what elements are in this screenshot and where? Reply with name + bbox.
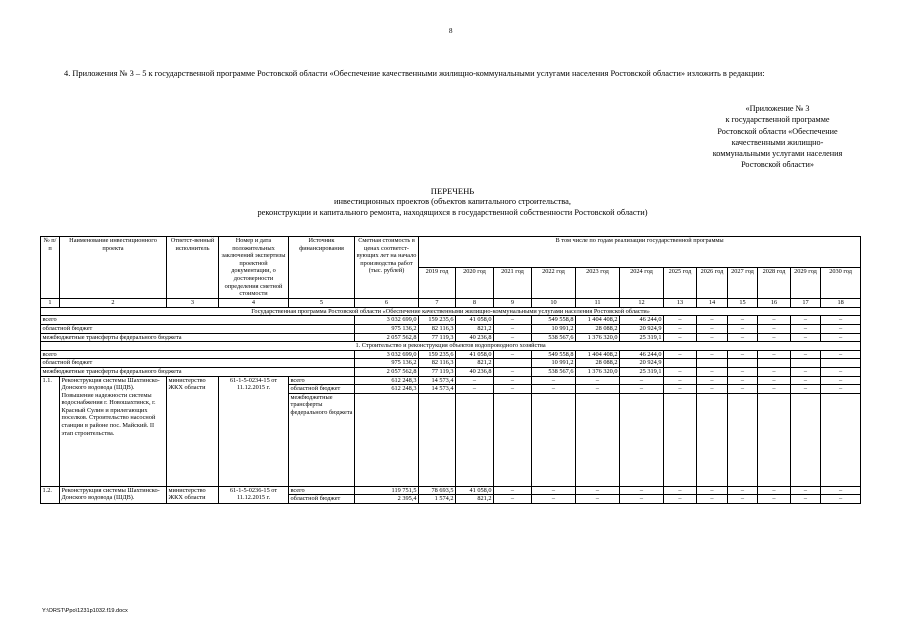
column-number: 9: [494, 298, 532, 307]
year-value-cell: –: [758, 350, 791, 359]
cost-cell: 3 032 699,0: [355, 350, 419, 359]
year-value-cell: –: [728, 350, 758, 359]
year-value-cell: 41 058,0: [456, 316, 494, 325]
year-value-cell: [576, 393, 620, 486]
year-value-cell: [620, 393, 664, 486]
appendix-line: «Приложение № 3: [745, 104, 810, 113]
header-expertise: Номер и дата положительных заключений экспертизы проектной документации, о достоверности определения сметной стоимости: [219, 237, 289, 299]
funding-source: всего: [289, 376, 355, 385]
year-value-cell: –: [697, 495, 728, 504]
summary-row: [41, 324, 861, 333]
year-value-cell: 40 236,8: [456, 367, 494, 376]
header-row: [41, 237, 861, 268]
program-title-row-text: Государственная программа Ростовской области «Обеспечение качественными жилищно-коммунальными услугами населения Ростовской области»: [41, 307, 861, 316]
year-value-cell: –: [494, 385, 532, 394]
header-cost: Сметная стоимость в ценах соответст-вующих лет на начало производства работ (тыс. рублей): [355, 237, 419, 299]
header-year: 2027 год: [728, 267, 758, 298]
year-value-cell: 10 991,2: [532, 359, 576, 368]
year-value-cell: –: [620, 385, 664, 394]
year-value-cell: 25 319,1: [620, 367, 664, 376]
project-name: Реконструкция системы Шахтинско-Донского водовода (ШДВ). Повышение надежности системы водоснабжения г. Новошахтинск, г. Красный Сулин и прилегающих поселков. Строительство насосной станции в районе пос. Майский. II этап строительства.: [60, 376, 167, 486]
year-value-cell: –: [821, 385, 861, 394]
year-value-cell: –: [728, 385, 758, 394]
year-value-cell: –: [664, 324, 697, 333]
year-value-cell: –: [728, 333, 758, 342]
year-value-cell: –: [494, 324, 532, 333]
column-number: 6: [355, 298, 419, 307]
column-number: 2: [60, 298, 167, 307]
year-value-cell: [728, 359, 758, 368]
year-value-cell: –: [697, 333, 728, 342]
year-value-cell: –: [791, 486, 821, 495]
year-value-cell: –: [821, 333, 861, 342]
cost-cell: 975 136,2: [355, 359, 419, 368]
year-value-cell: –: [728, 324, 758, 333]
intro-paragraph: 4. Приложения № 3 – 5 к государственной программе Ростовской области «Обеспечение качественными жилищно-коммунальными услугами населения Ростовской области» изложить в редакции:: [64, 69, 765, 78]
year-value-cell: –: [728, 486, 758, 495]
year-value-cell: –: [758, 385, 791, 394]
year-value-cell: [821, 393, 861, 486]
year-value-cell: [697, 359, 728, 368]
year-value-cell: –: [494, 333, 532, 342]
year-value-cell: –: [821, 495, 861, 504]
year-value-cell: 41 058,0: [456, 486, 494, 495]
appendix-line: коммунальными услугами населения: [712, 149, 843, 159]
year-value-cell: –: [758, 324, 791, 333]
summary-label: межбюджетные трансферты федерального бюджета: [41, 333, 355, 342]
summary-label: межбюджетные трансферты федерального бюджета: [41, 367, 355, 376]
year-value-cell: –: [697, 350, 728, 359]
year-value-cell: –: [664, 367, 697, 376]
year-value-cell: 25 319,1: [620, 333, 664, 342]
year-value-cell: 82 116,3: [419, 359, 456, 368]
header-year: 2029 год: [791, 267, 821, 298]
year-value-cell: 1 376 320,0: [576, 333, 620, 342]
header-year: 2022 год: [532, 267, 576, 298]
funding-source: областной бюджет: [289, 495, 355, 504]
year-value-cell: –: [664, 333, 697, 342]
funding-source: всего: [289, 486, 355, 495]
year-value-cell: –: [494, 316, 532, 325]
project-executor: министерство ЖКХ области: [167, 376, 219, 486]
year-value-cell: 46 244,0: [620, 350, 664, 359]
header-year: 2028 год: [758, 267, 791, 298]
year-value-cell: –: [494, 350, 532, 359]
year-value-cell: –: [494, 495, 532, 504]
year-value-cell: –: [697, 316, 728, 325]
year-value-cell: –: [532, 495, 576, 504]
year-value-cell: 14 573,4: [419, 376, 456, 385]
header-num: № п/п: [41, 237, 60, 299]
document-title: ПЕРЕЧЕНЬ: [430, 186, 475, 196]
summary-row: [41, 359, 861, 368]
year-value-cell: –: [791, 385, 821, 394]
year-value-cell: [532, 393, 576, 486]
year-value-cell: 78 693,5: [419, 486, 456, 495]
cost-cell: 2 057 562,8: [355, 333, 419, 342]
year-value-cell: –: [576, 486, 620, 495]
project-expertise: 61-1-5-0236-15 от 11.12.2015 г.: [219, 486, 289, 503]
year-value-cell: –: [697, 385, 728, 394]
column-number: 11: [576, 298, 620, 307]
project-number: 1.2.: [41, 486, 60, 503]
project-row: [41, 486, 861, 495]
section-title-row-text: 1. Строительство и реконструкция объектов водопроводного хозяйства: [41, 342, 861, 351]
year-value-cell: 77 119,3: [419, 367, 456, 376]
header-source: Источник финансирования: [289, 237, 355, 299]
year-value-cell: 77 119,3: [419, 333, 456, 342]
year-value-cell: –: [758, 376, 791, 385]
cost-cell: 3 032 699,0: [355, 316, 419, 325]
year-value-cell: –: [791, 324, 821, 333]
column-numbers-row: [41, 298, 861, 307]
funding-source: межбюджетные трансферты федерального бюджета: [289, 393, 355, 486]
appendix-line: к государственной программе: [725, 115, 830, 125]
year-value-cell: 82 116,3: [419, 324, 456, 333]
year-value-cell: –: [728, 316, 758, 325]
year-value-cell: –: [758, 367, 791, 376]
year-value-cell: –: [791, 367, 821, 376]
year-value-cell: 40 236,8: [456, 333, 494, 342]
project-executor: министерство ЖКХ области: [167, 486, 219, 503]
year-value-cell: 538 567,6: [532, 367, 576, 376]
column-number: 14: [697, 298, 728, 307]
column-number: 13: [664, 298, 697, 307]
year-value-cell: –: [728, 495, 758, 504]
column-number: 8: [456, 298, 494, 307]
footer-file-path: Y:\ORST\Ppo\1231p1032.f19.docx: [42, 608, 128, 614]
summary-label: всего: [41, 316, 355, 325]
year-value-cell: 1 574,2: [419, 495, 456, 504]
year-value-cell: 1 404 408,2: [576, 316, 620, 325]
header-name: Наименование инвестиционного проекта: [60, 237, 167, 299]
year-value-cell: –: [576, 376, 620, 385]
year-value-cell: –: [791, 495, 821, 504]
header-years-group: В том числе по годам реализации государственной программы: [419, 237, 861, 268]
year-value-cell: [697, 393, 728, 486]
year-value-cell: 20 924,9: [620, 359, 664, 368]
year-value-cell: –: [664, 495, 697, 504]
cost-cell: [355, 393, 419, 486]
document-subtitle: инвестиционных проектов (объектов капитального строительства,: [334, 197, 571, 206]
summary-row: [41, 367, 861, 376]
year-value-cell: –: [664, 385, 697, 394]
year-value-cell: –: [664, 350, 697, 359]
year-value-cell: –: [532, 385, 576, 394]
year-value-cell: –: [821, 367, 861, 376]
year-value-cell: [791, 359, 821, 368]
summary-label: всего: [41, 350, 355, 359]
year-value-cell: 821,2: [456, 495, 494, 504]
cost-cell: 119 751,5: [355, 486, 419, 495]
year-value-cell: –: [728, 376, 758, 385]
year-value-cell: 821,2: [456, 359, 494, 368]
year-value-cell: –: [456, 376, 494, 385]
appendix-line: Ростовской области «Обеспечение: [717, 126, 838, 136]
year-value-cell: –: [758, 495, 791, 504]
project-row: [41, 376, 861, 385]
year-value-cell: –: [494, 367, 532, 376]
header-year: 2021 год: [494, 267, 532, 298]
year-value-cell: 20 924,9: [620, 324, 664, 333]
column-number: 10: [532, 298, 576, 307]
funding-source: областной бюджет: [289, 385, 355, 394]
summary-row: [41, 316, 861, 325]
summary-label: областной бюджет: [41, 359, 355, 368]
year-value-cell: –: [821, 324, 861, 333]
year-value-cell: –: [664, 316, 697, 325]
year-value-cell: 549 558,8: [532, 350, 576, 359]
cost-cell: 2 395,4: [355, 495, 419, 504]
year-value-cell: –: [697, 376, 728, 385]
header-year: 2026 год: [697, 267, 728, 298]
column-number: 4: [219, 298, 289, 307]
section-title-row: [41, 342, 861, 351]
year-value-cell: –: [494, 486, 532, 495]
year-value-cell: –: [728, 367, 758, 376]
year-value-cell: [664, 393, 697, 486]
header-year: 2023 год: [576, 267, 620, 298]
column-number: 18: [821, 298, 861, 307]
header-year: 2024 год: [620, 267, 664, 298]
summary-row: [41, 333, 861, 342]
header-year: 2030 год: [821, 267, 861, 298]
year-value-cell: [494, 393, 532, 486]
year-value-cell: –: [697, 324, 728, 333]
year-value-cell: 159 235,6: [419, 316, 456, 325]
year-value-cell: [494, 359, 532, 368]
year-value-cell: 28 088,2: [576, 359, 620, 368]
year-value-cell: [791, 393, 821, 486]
year-value-cell: [728, 393, 758, 486]
year-value-cell: –: [697, 367, 728, 376]
column-number: 1: [41, 298, 60, 307]
year-value-cell: 10 991,2: [532, 324, 576, 333]
summary-row: [41, 350, 861, 359]
year-value-cell: [664, 359, 697, 368]
year-value-cell: 46 244,0: [620, 316, 664, 325]
year-value-cell: [758, 359, 791, 368]
year-value-cell: 159 235,6: [419, 350, 456, 359]
year-value-cell: –: [664, 486, 697, 495]
year-value-cell: 41 058,0: [456, 350, 494, 359]
appendix-caption: [680, 103, 875, 171]
year-value-cell: 14 573,4: [419, 385, 456, 394]
year-value-cell: –: [821, 350, 861, 359]
year-value-cell: –: [494, 376, 532, 385]
year-value-cell: –: [620, 486, 664, 495]
header-year: 2025 год: [664, 267, 697, 298]
year-value-cell: –: [532, 376, 576, 385]
cost-cell: 612 248,3: [355, 376, 419, 385]
year-value-cell: –: [532, 486, 576, 495]
year-value-cell: 1 404 408,2: [576, 350, 620, 359]
year-value-cell: –: [791, 316, 821, 325]
column-number: 12: [620, 298, 664, 307]
document-subtitle: реконструкции и капитального ремонта, находящихся в государственной собственности Ростовской области): [257, 208, 648, 217]
year-value-cell: –: [791, 350, 821, 359]
cost-cell: 975 136,2: [355, 324, 419, 333]
year-value-cell: –: [821, 376, 861, 385]
page-number: 8: [449, 27, 453, 35]
appendix-line: качественными жилищно-: [731, 137, 824, 147]
year-value-cell: –: [620, 495, 664, 504]
year-value-cell: [419, 393, 456, 486]
year-value-cell: 538 567,6: [532, 333, 576, 342]
column-number: 16: [758, 298, 791, 307]
year-value-cell: –: [576, 495, 620, 504]
header-year: 2020 год: [456, 267, 494, 298]
cost-cell: 2 057 562,8: [355, 367, 419, 376]
appendix-line: Ростовской области»: [741, 160, 814, 170]
year-value-cell: [821, 359, 861, 368]
column-number: 3: [167, 298, 219, 307]
year-value-cell: –: [821, 316, 861, 325]
year-value-cell: [758, 393, 791, 486]
year-value-cell: –: [758, 486, 791, 495]
year-value-cell: –: [791, 333, 821, 342]
year-value-cell: –: [758, 333, 791, 342]
cost-cell: 612 248,3: [355, 385, 419, 394]
year-value-cell: –: [664, 376, 697, 385]
year-value-cell: –: [456, 385, 494, 394]
investment-projects-table: [40, 236, 861, 504]
column-number: 15: [728, 298, 758, 307]
year-value-cell: –: [821, 486, 861, 495]
program-title-row: [41, 307, 861, 316]
year-value-cell: 1 376 320,0: [576, 367, 620, 376]
project-number: 1.1.: [41, 376, 60, 486]
header-year: 2019 год: [419, 267, 456, 298]
column-number: 5: [289, 298, 355, 307]
project-name: Реконструкция системы Шахтинско-Донского водовода (ШДВ).: [60, 486, 167, 503]
year-value-cell: 28 088,2: [576, 324, 620, 333]
year-value-cell: –: [697, 486, 728, 495]
year-value-cell: –: [758, 316, 791, 325]
year-value-cell: –: [791, 376, 821, 385]
year-value-cell: –: [620, 376, 664, 385]
header-executor: Ответст-венный исполнитель: [167, 237, 219, 299]
year-value-cell: –: [576, 385, 620, 394]
column-number: 7: [419, 298, 456, 307]
column-number: 17: [791, 298, 821, 307]
year-value-cell: 821,2: [456, 324, 494, 333]
summary-label: областной бюджет: [41, 324, 355, 333]
project-expertise: 61-1-5-0234-15 от 11.12.2015 г.: [219, 376, 289, 486]
year-value-cell: [456, 393, 494, 486]
year-value-cell: 549 558,8: [532, 316, 576, 325]
